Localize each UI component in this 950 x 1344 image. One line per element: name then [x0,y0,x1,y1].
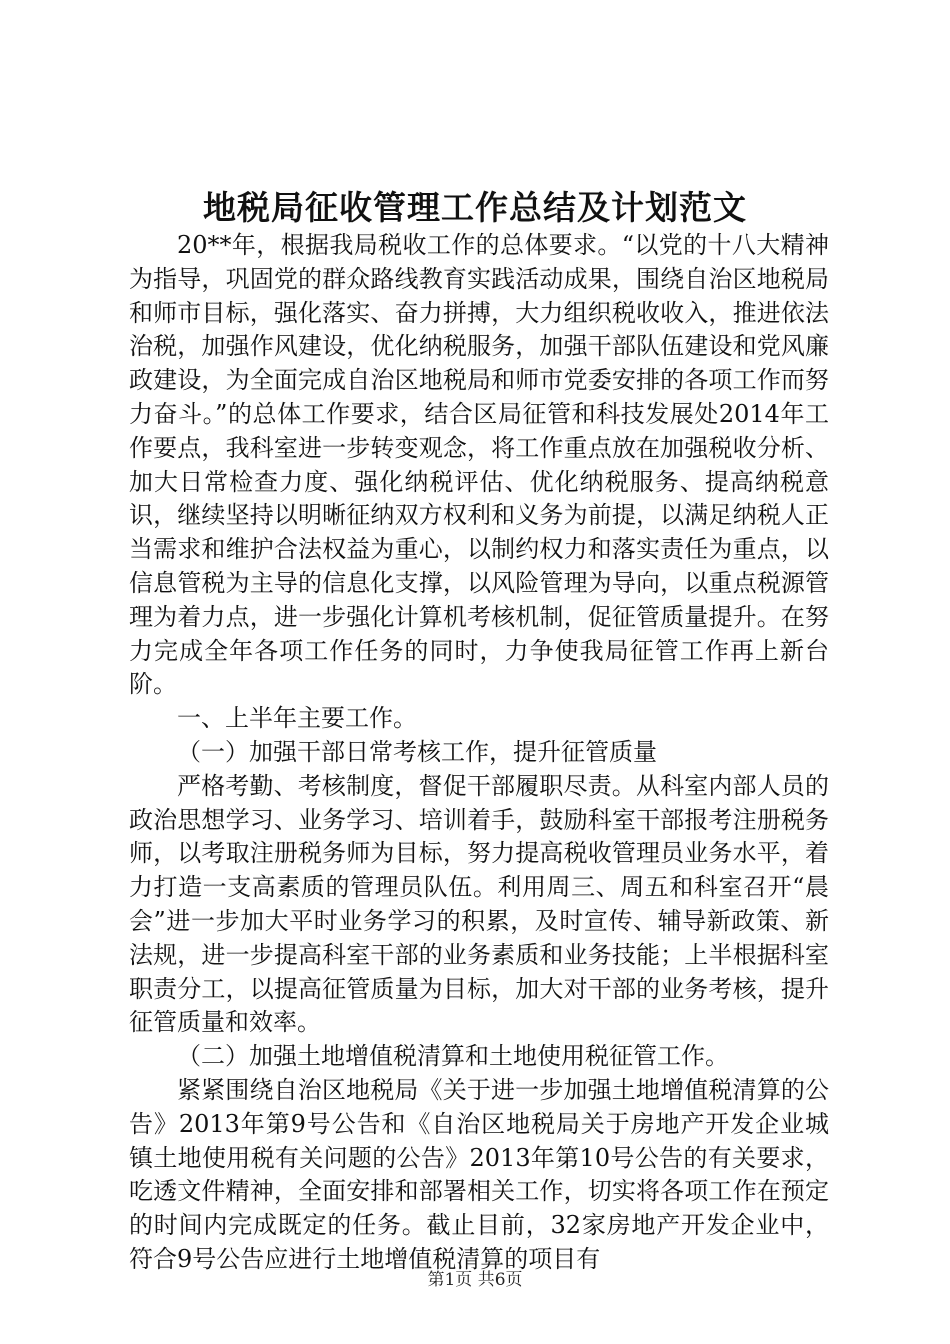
page-footer: 第1页 共6页 [427,1270,523,1290]
intro-paragraph: 20**年，根据我局税收工作的总体要求。“以党的十八大精神为指导，巩固党的群众路线教育实践活动成果，围绕自治区地税局和师市目标，强化落实、奋力拼搏，大力组织税收收入，推进依法治税，加强作风建设，优化纳税服务，加强干部队伍建设和党风廉政建设，为全面完成自治区地税局和师市党委安排的各项工作而努力奋斗。”的总体工作要求，结合区局征管和科技发展处2014年工作要点，我科室进一步转变观念，将工作重点放在加强税收分析、加大日常检查力度、强化纳税评估、优化纳税服务、提高纳税意识，继续坚持以明晰征纳双方权利和义务为前提，以满足纳税人正当需求和维护合法权益为重心，以制约权力和落实责任为重点，以信息管税为主导的信息化支撑，以风险管理为导向，以重点税源管理为着力点，进一步强化计算机考核机制，促征管质量提升。在努力完成全年各项工作任务的同时，力争使我局征管工作再上新台阶。 [129,231,829,699]
subsection-heading-2: （二）加强土地增值税清算和土地使用税征管工作。 [177,1042,729,1071]
subsection-heading-1: （一）加强干部日常考核工作，提升征管质量 [177,737,657,766]
section-heading-1: 一、上半年主要工作。 [177,704,417,733]
document-body [129,229,829,1277]
document-title: 地税局征收管理工作总结及计划范文 [203,188,747,227]
subsection-2-paragraph: 紧紧围绕自治区地税局《关于进一步加强土地增值税清算的公告》2013年第9号公告和《自治区地税局关于房地产开发企业城镇土地使用税有关问题的公告》2013年第10号公告的有关要求，吃透文件精神，全面安排和部署相关工作，切实将各项工作在预定的时间内完成既定的任务。截止目前，32家房地产开发企业中，符合9号公告应进行土地增值税清算的项目有 [129,1075,829,1273]
subsection-1-paragraph: 严格考勤、考核制度，督促干部履职尽责。从科室内部人员的政治思想学习、业务学习、培训着手，鼓励科室干部报考注册税务师，以考取注册税务师为目标，努力提高税收管理员业务水平，着力打造一支高素质的管理员队伍。利用周三、周五和科室召开“晨会”进一步加大平时业务学习的积累，及时宣传、辅导新政策、新法规，进一步提高科室干部的业务素质和业务技能；上半根据科室职责分工，以提高征管质量为目标，加大对干部的业务考核，提升征管质量和效率。 [129,771,829,1037]
